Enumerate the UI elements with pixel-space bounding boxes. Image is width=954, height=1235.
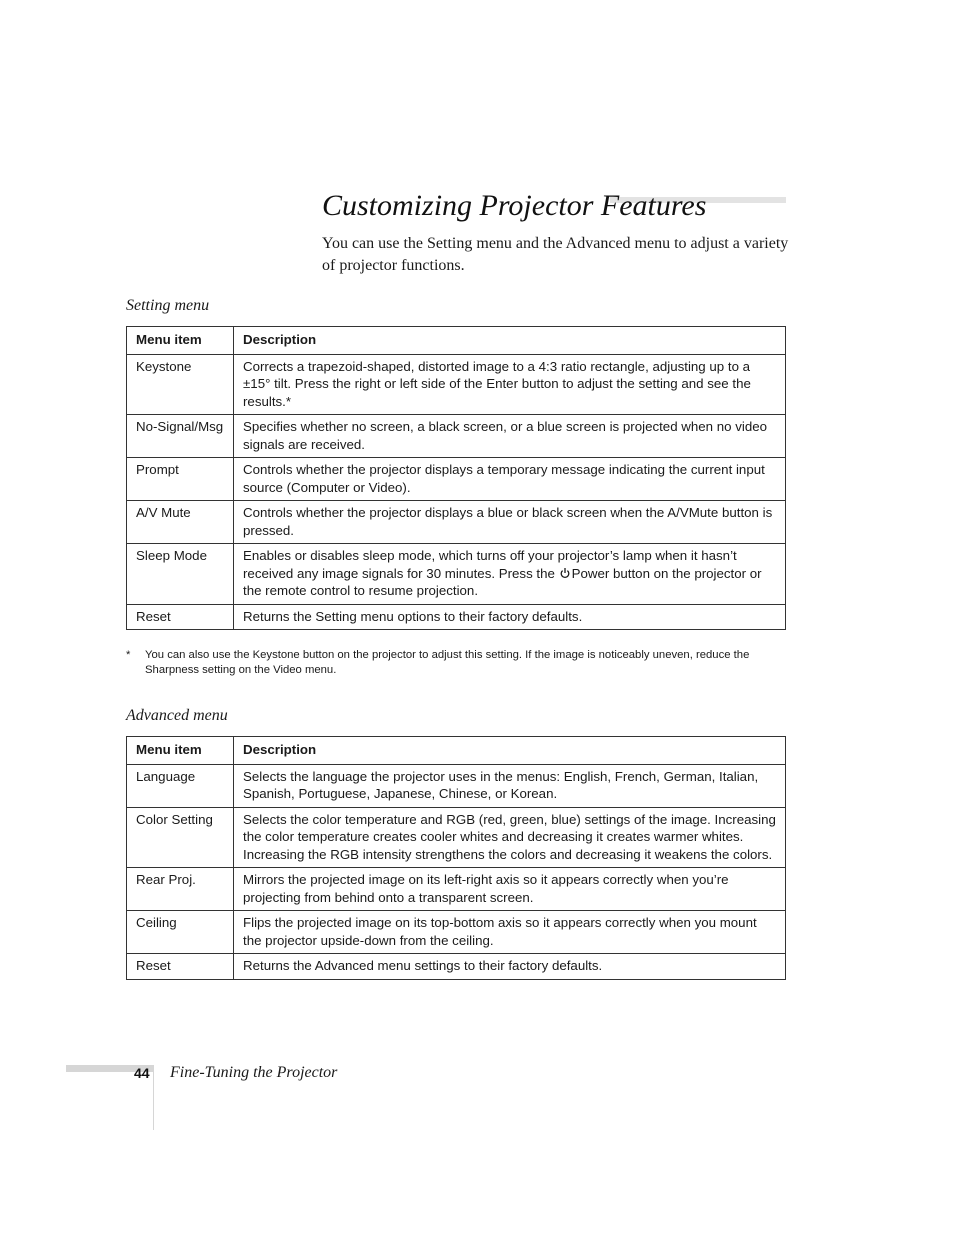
description-cell: Mirrors the projected image on its left-right axis so it appears correctly when you’re projecting from behind onto a transparent screen. [234,868,786,911]
footnote-text: You can also use the Keystone button on the projector to adjust this setting. If the image is noticeably uneven, reduce the Sharpness setting on the Video menu. [145,649,750,676]
menu-item-cell: Rear Proj. [127,868,234,911]
table-row [127,954,786,980]
menu-item-cell: Reset [127,604,234,630]
button-name: Enter [486,376,519,391]
button-name: Power [571,565,610,581]
menu-item-cell: Language [127,764,234,807]
table-header-row [127,327,786,355]
menu-item-cell: A/V Mute [127,501,234,544]
description-cell: Selects the color temperature and RGB (red, green, blue) settings of the image. Increasing the color temperature creates cooler whites and decreasing it creates warmer whites. Increasing the RGB intensity strengthens the colors and decreasing it weakens the colors. [234,807,786,868]
table-row [127,544,786,605]
menu-item-cell: Prompt [127,458,234,501]
description-cell: Specifies whether no screen, a black screen, or a blue screen is projected when no video signals are received. [234,415,786,458]
table-row [127,764,786,807]
description-text: button to adjust the setting and see the results.* [243,376,751,409]
table-row [127,458,786,501]
description-text: button is pressed. [243,505,773,538]
menu-item-cell: Sleep Mode [127,544,234,605]
power-icon [559,567,571,579]
page-title: Customizing Projector Features [322,189,707,222]
button-name: A/VMute [667,505,719,520]
description-cell [234,354,786,415]
table-header-row [127,737,786,765]
description-cell: Flips the projected image on its top-bottom axis so it appears correctly when you mount the projector upside-down from the ceiling. [234,911,786,954]
column-header-description: Description [234,327,786,355]
table-row [127,868,786,911]
description-cell: Returns the Advanced menu settings to their factory defaults. [234,954,786,980]
description-cell [234,544,786,605]
table-row [127,501,786,544]
table-row [127,415,786,458]
page-number: 44 [134,1065,150,1081]
footer-vertical-rule [153,1072,154,1130]
intro-paragraph: You can use the Setting menu and the Advanced menu to adjust a variety of projector functions. [322,235,789,274]
description-cell [234,501,786,544]
description-text: button on the projector or the remote control to resume projection. [243,565,762,598]
menu-item-cell: Keystone [127,354,234,415]
menu-item-cell: Reset [127,954,234,980]
table-row [127,807,786,868]
menu-item-cell: Color Setting [127,807,234,868]
menu-item-cell: No-Signal/Msg [127,415,234,458]
description-cell: Selects the language the projector uses in the menus: English, French, German, Italian, Spanish, Portuguese, Japanese, Chinese, or Korean. [234,764,786,807]
setting-menu-label: Setting menu [126,297,210,314]
column-header-menu-item: Menu item [127,737,234,765]
menu-item-cell: Ceiling [127,911,234,954]
description-text: Controls whether the projector displays a blue or black screen when the [243,505,668,520]
advanced-menu-table [126,736,786,980]
chapter-title: Fine-Tuning the Projector [170,1064,338,1081]
setting-menu-table [126,326,786,630]
description-cell: Returns the Setting menu options to their factory defaults. [234,604,786,630]
column-header-menu-item: Menu item [127,327,234,355]
advanced-menu-label: Advanced menu [126,707,228,724]
description-text: Corrects a trapezoid-shaped, distorted image to a 4:3 ratio rectangle, adjusting up to a ±15° tilt. Press the right or left side of the [243,358,751,391]
description-cell: Controls whether the projector displays a temporary message indicating the current input source (Computer or Video). [234,458,786,501]
footnote-marker: * [126,649,131,661]
footnote [126,648,766,678]
table-row [127,354,786,415]
table-row [127,604,786,630]
description-text: Enables or disables sleep mode, which turns off your projector’s lamp when it hasn’t received any image signals for 30 minutes. Press the [243,548,737,581]
table-row [127,911,786,954]
column-header-description: Description [234,737,786,765]
